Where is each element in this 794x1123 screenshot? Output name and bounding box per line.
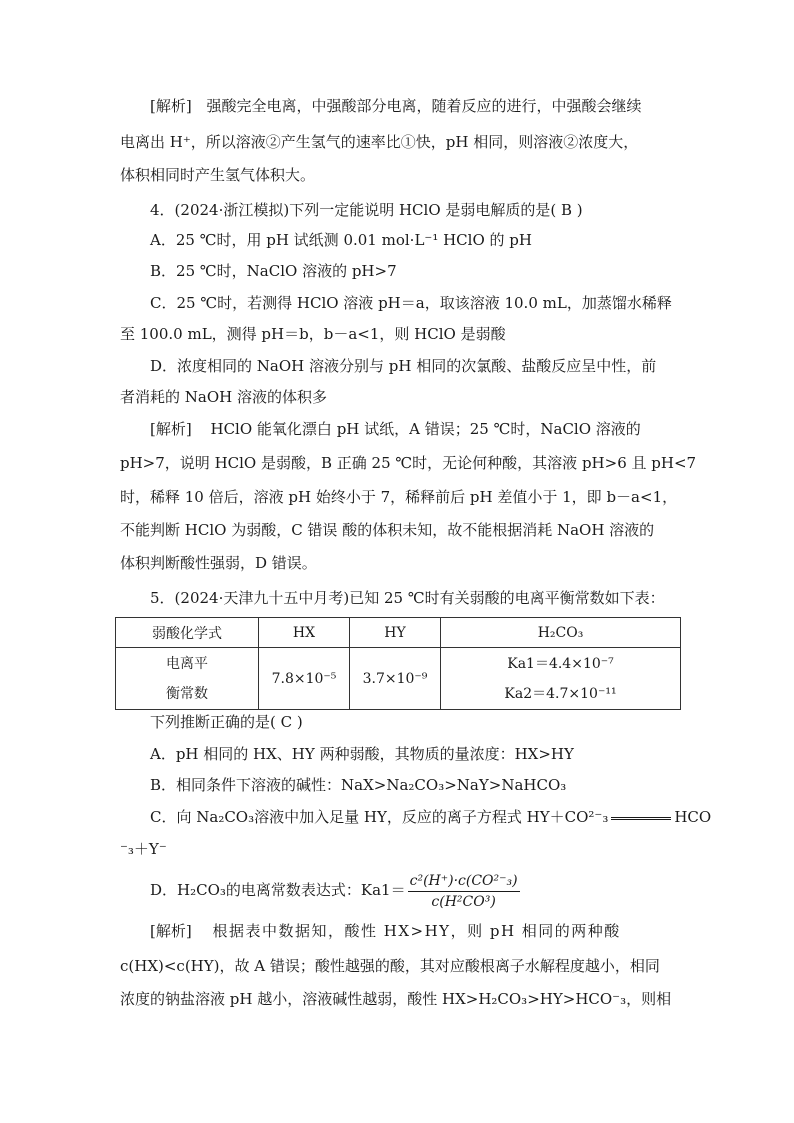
ka2-value: Ka2＝4.7×10⁻¹¹	[504, 685, 617, 702]
table-header-cell: HX	[259, 618, 350, 648]
question-4-option-b: B．25 ℃时，NaClO 溶液的 pH>7	[150, 262, 397, 280]
table-cell-hx: 7.8×10⁻⁵	[259, 648, 350, 710]
question-4-option-d-line-1: D．浓度相同的 NaOH 溶液分别与 pH 相同的次氯酸、盐酸反应呈中性，前	[150, 357, 657, 375]
question-5-option-b: B．相同条件下溶液的碱性：NaX>Na₂CO₃>NaY>NaHCO₃	[150, 776, 567, 794]
analysis-2-line-4: 不能判断 HClO 为弱酸，C 错误 酸的体积未知，故不能根据消耗 NaOH 溶液的	[120, 521, 655, 539]
question-4-option-d-line-2: 者消耗的 NaOH 溶液的体积多	[120, 388, 327, 406]
option-c-text: C．向 Na₂CO₃溶液中加入足量 HY，反应的离子方程式 HY＋CO²⁻₃	[150, 808, 609, 826]
ionization-constant-table	[115, 617, 681, 710]
analysis-1-line-2: 电离出 H⁺，所以溶液②产生氢气的速率比①快，pH 相同，则溶液②浓度大，	[120, 133, 639, 151]
analysis-tag: [解析]	[150, 420, 192, 438]
analysis-3-line-1	[150, 920, 621, 942]
analysis-1-line-1	[150, 95, 642, 117]
fraction	[408, 872, 520, 911]
analysis-tag: [解析]	[150, 97, 192, 115]
question-5-option-a: A．pH 相同的 HX、HY 两种弱酸，其物质的量浓度：HX>HY	[150, 745, 574, 763]
analysis-1-line-3: 体积相同时产生氢气体积大。	[120, 166, 316, 184]
ka1-value: Ka1＝4.4×10⁻⁷	[507, 655, 614, 672]
question-5-option-c-line-1	[150, 806, 711, 828]
question-4-option-a: A．25 ℃时，用 pH 试纸测 0.01 mol·L⁻¹ HClO 的 pH	[150, 231, 532, 249]
table-header-cell: HY	[350, 618, 441, 648]
table-header-cell: H₂CO₃	[441, 618, 681, 648]
table-row-label	[116, 648, 259, 710]
fraction-numerator: c²(H⁺)·c(CO²⁻₃)	[408, 872, 520, 892]
analysis-2-line-1	[150, 418, 641, 440]
table-cell-h2co3	[441, 648, 681, 710]
analysis-text: 根据表中数据知，酸性 HX>HY，则 pH 相同的两种酸	[212, 922, 621, 940]
table-cell-hy: 3.7×10⁻⁹	[350, 648, 441, 710]
equals-sign	[611, 817, 671, 820]
analysis-3-line-2: c(HX)<c(HY)，故 A 错误；酸性越强的酸，其对应酸根离子水解程度越小，相同	[120, 957, 660, 975]
question-4-option-c-line-2: 至 100.0 mL，测得 pH＝b，b－a<1，则 HClO 是弱酸	[120, 325, 506, 343]
analysis-3-line-3: 浓度的钠盐溶液 pH 越小，溶液碱性越弱，酸性 HX>H₂CO₃>HY>HCO⁻₃，则相	[120, 990, 672, 1008]
analysis-2-line-2: pH>7，说明 HClO 是弱酸，B 正确 25 ℃时，无论何种酸，其溶液 pH>6 且 pH<7	[120, 454, 697, 472]
analysis-2-line-5: 体积判断酸性强弱，D 错误。	[120, 554, 317, 572]
analysis-tag: [解析]	[150, 922, 192, 940]
question-4-option-c-line-1: C．25 ℃时，若测得 HClO 溶液 pH＝a，取该溶液 10.0 mL，加蒸馏水稀释	[150, 294, 672, 312]
analysis-text: 强酸完全电离，中强酸部分电离，随着反应的进行，中强酸会继续	[206, 97, 642, 115]
question-5-stem: 5．(2024·天津九十五中月考)已知 25 ℃时有关弱酸的电离平衡常数如下表：	[150, 589, 665, 607]
question-4-stem: 4．(2024·浙江模拟)下列一定能说明 HClO 是弱电解质的是( B )	[150, 201, 583, 219]
option-c-tail: HCO	[674, 808, 712, 826]
row-label-part: 衡常数	[166, 685, 208, 702]
analysis-text: HClO 能氧化漂白 pH 试纸，A 错误；25 ℃时，NaClO 溶液的	[210, 420, 641, 438]
question-5-option-d	[150, 870, 520, 911]
table-header-cell: 弱酸化学式	[116, 618, 259, 648]
analysis-2-line-3: 时，稀释 10 倍后，溶液 pH 始终小于 7，稀释前后 pH 差值小于 1，即 b－a<1，	[120, 488, 678, 506]
question-5-prompt: 下列推断正确的是( C )	[150, 713, 303, 731]
fraction-denominator: c(H²CO³)	[431, 893, 496, 910]
question-5-option-c-line-2: ⁻₃＋Y⁻	[120, 840, 167, 858]
option-d-text: D．H₂CO₃的电离常数表达式：Ka1＝	[150, 881, 406, 899]
row-label-part: 电离平	[166, 655, 208, 672]
